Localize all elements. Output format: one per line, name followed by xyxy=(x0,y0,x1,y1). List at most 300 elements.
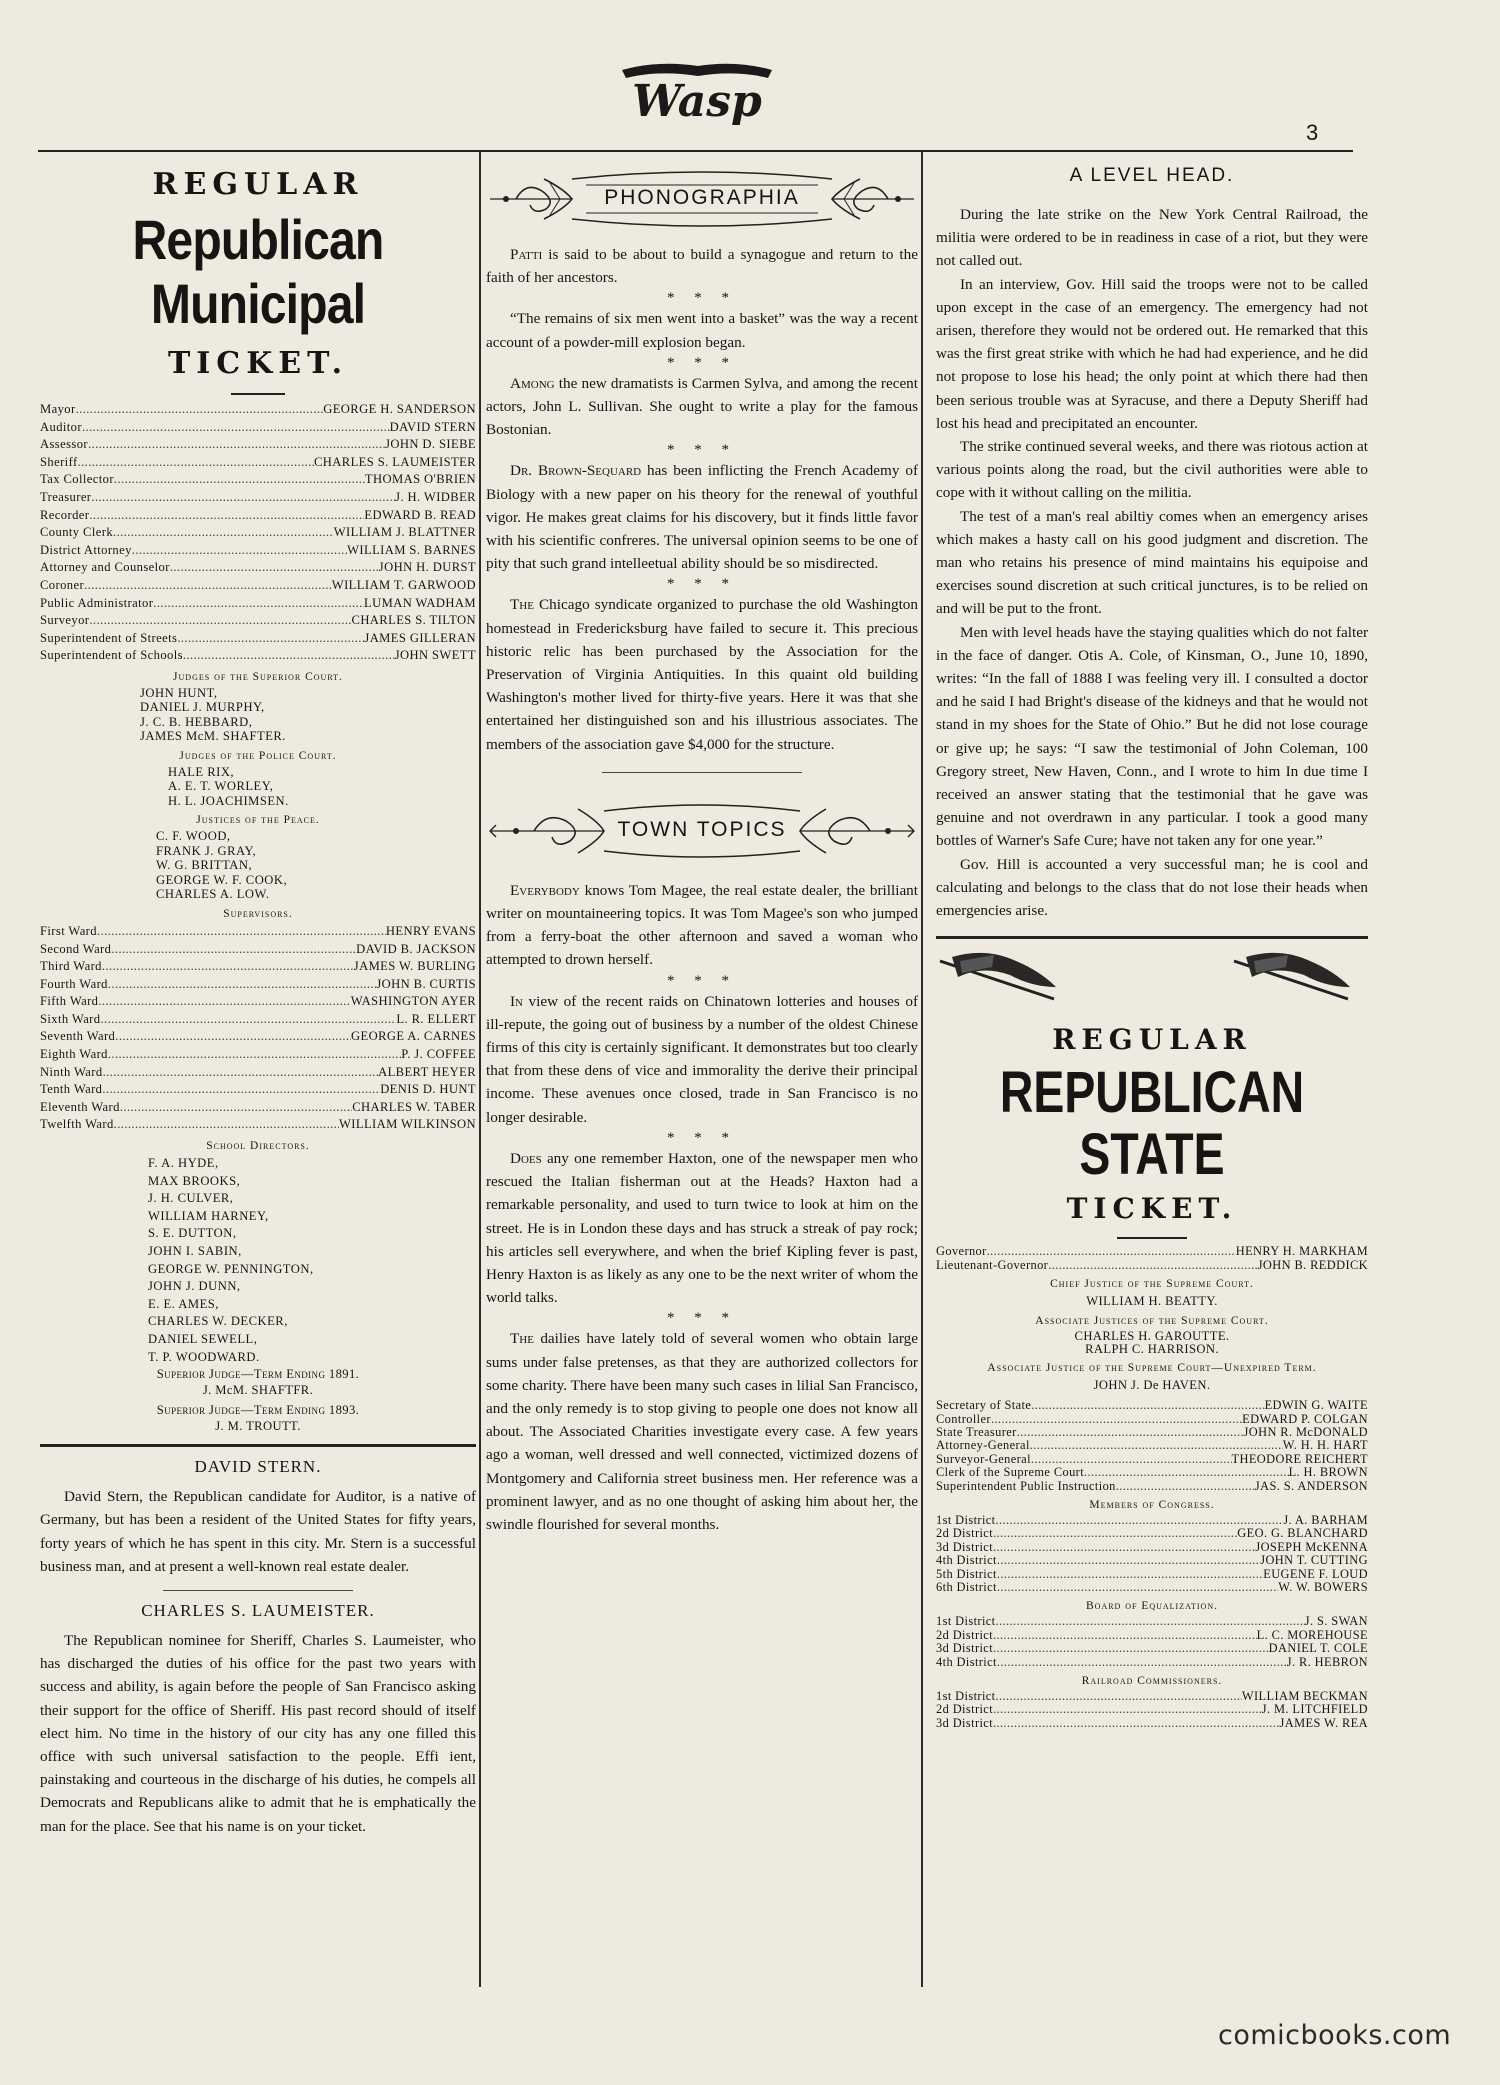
supervisor-row xyxy=(40,1116,476,1134)
candidate-name: DAVID B. JACKSON xyxy=(356,941,476,956)
item-text: has been inflicting the French Academy of Biology with a new paper on his theory for the renewal of youthful vigor. He makes great claims for his discovery, but it finds little favor with his scientific confreres. The universal opinion seems to be one of pity that such grand intelleetual ability should be so misdirected. xyxy=(486,462,918,573)
item-text: knows Tom Magee, the real estate dealer, the brilliant writer on mountaineering topics. It was Tom Magee's son who jumped from a ferry-boat the other afternoon and saved a woman who attempted to drown herself. xyxy=(486,881,918,969)
article-paragraph: The strike continued several weeks, and there was riotous action at various points along the road, but the civil authorities were able to cope with it without calling on the militia. xyxy=(936,438,1368,502)
candidate-name: LUMAN WADHAM xyxy=(364,595,476,610)
office-row xyxy=(40,647,476,665)
office-row xyxy=(936,1480,1368,1493)
candidate-name: W. W. BOWERS xyxy=(1278,1579,1368,1594)
name-line: C. F. WOOD, xyxy=(156,829,231,844)
asterism-separator: * * * xyxy=(667,1310,737,1327)
office-label: Fifth Ward xyxy=(40,994,99,1009)
leader-dots xyxy=(111,941,356,959)
leader-dots xyxy=(170,559,379,577)
candidate-name: L. H. BROWN xyxy=(1288,1465,1368,1480)
office-label: 6th District xyxy=(936,1579,997,1594)
office-row xyxy=(936,1245,1368,1258)
stern-article xyxy=(40,1485,476,1578)
candidate-name: JOHN R. McDONALD xyxy=(1243,1424,1368,1439)
office-label: Clerk of the Supreme Court xyxy=(936,1465,1085,1480)
name-line: F. A. HYDE, xyxy=(148,1156,219,1171)
candidate-name: DANIEL T. COLE xyxy=(1268,1641,1368,1656)
office-label: Eleventh Ward xyxy=(40,1099,120,1114)
item-text: dailies have lately told of several women who obtain large sums under false pretenses, as that they are authorized collectors for some charity. There have been many such cases in lilial San Francisco, and the only remedy is to stop giving to people one does not know all about. The Associated Charities investigate every case. A few years ago a woman, well dressed and well connected, victimized dozens of Montgomery and California street business men. Her reference was a prominent lawyer, and as no one thought of asking him about her, the swindle flourished for several months. xyxy=(486,1330,918,1533)
judge-1891-heading: Superior Judge—Term Ending 1891. xyxy=(156,1367,360,1382)
stern-paragraph: David Stern, the Republican candidate for Auditor, is a native of Germany, but has been a resident of the United States for fifty years, forty years of which he has spent in this city. Mr. Stern is a successful business man, and at present a well-known real estate dealer. xyxy=(40,1488,476,1575)
candidate-name: JOHN H. DURST xyxy=(378,560,476,575)
district-row xyxy=(936,1514,1368,1527)
leader-dots xyxy=(78,454,314,472)
district-row xyxy=(936,1527,1368,1540)
leader-dots xyxy=(89,507,364,525)
office-label: Sheriff xyxy=(40,454,78,469)
candidate-name: WILLIAM J. BLATTNER xyxy=(333,525,476,540)
leader-dots xyxy=(1116,1480,1255,1493)
office-label: Recorder xyxy=(40,507,90,522)
leader-dots xyxy=(132,542,347,560)
town-topics-ornament xyxy=(486,793,918,869)
office-label: 1st District xyxy=(936,1512,996,1527)
candidate-name: DENIS D. HUNT xyxy=(380,1082,476,1097)
name-line: CHARLES A. LOW. xyxy=(156,887,270,902)
divider xyxy=(231,393,285,395)
laumeister-heading: CHARLES S. LAUMEISTER. xyxy=(141,1600,375,1620)
item-lead: Among xyxy=(510,374,555,392)
candidate-name: JAS. S. ANDERSON xyxy=(1254,1478,1368,1493)
supervisors-heading: Supervisors. xyxy=(223,907,293,920)
office-label: Secretary of State xyxy=(936,1398,1032,1413)
section-rule xyxy=(936,936,1368,939)
candidate-name: GEO. G. BLANCHARD xyxy=(1237,1526,1368,1541)
office-row xyxy=(40,419,476,437)
candidate-name: J. M. LITCHFIELD xyxy=(1261,1702,1368,1717)
candidate-name: WILLIAM WILKINSON xyxy=(338,1117,476,1132)
article-paragraph: The test of a man's real abiltiy comes when an emergency arises which makes a hasty call on his good judgment and discretion. The man who retains his presence of mind maintains his equipoise and exercises sound discretion at such critical junctures, is to be relied on and will be put to the front. xyxy=(936,507,1368,618)
leader-dots xyxy=(91,489,395,507)
item-lead: Does xyxy=(510,1149,542,1167)
supervisor-row xyxy=(40,1046,476,1064)
office-label: Lieutenant-Governor xyxy=(936,1257,1049,1272)
candidate-name: J. R. HEBRON xyxy=(1286,1654,1368,1669)
district-row xyxy=(936,1703,1368,1716)
office-label: 3d District xyxy=(936,1715,994,1730)
news-item xyxy=(486,372,918,442)
watermark: comicbooks.com xyxy=(1218,2020,1452,2051)
judge-1891-name: J. McM. SHAFTFR. xyxy=(202,1383,314,1398)
news-item xyxy=(486,307,918,353)
superior-judges-heading: Judges of the Superior Court. xyxy=(173,670,343,683)
office-label: Surveyor-General xyxy=(936,1451,1031,1466)
supervisor-row xyxy=(40,1011,476,1029)
item-text: view of the recent raids on Chinatown lotteries and houses of ill-repute, the going out of business by a number of the oldest Chinese firms of this city is certainly significant. It demonstrates but too clearly that from these dens of vice and immorality the derive their principal income. These avenues once closed, trade in San Francisco is no longer desirable. xyxy=(486,992,918,1126)
candidate-name: EDWARD P. COLGAN xyxy=(1242,1411,1368,1426)
name-line: S. E. DUTTON, xyxy=(148,1226,237,1241)
leader-dots xyxy=(100,1011,396,1029)
leader-dots xyxy=(996,1615,1305,1628)
state-offices-list xyxy=(936,1399,1368,1493)
district-row xyxy=(936,1690,1368,1703)
candidate-name: CHARLES S. LAUMEISTER xyxy=(314,454,476,469)
office-row xyxy=(936,1413,1368,1426)
candidate-name: L. R. ELLERT xyxy=(396,1011,476,1026)
chief-justice-name: WILLIAM H. BEATTY. xyxy=(1086,1294,1218,1309)
office-row xyxy=(40,595,476,613)
office-label: Attorney-General xyxy=(936,1438,1030,1453)
leader-dots xyxy=(98,993,350,1011)
article-paragraph: During the late strike on the New York Central Railroad, the militia were ordered to be in readiness in case of a riot, but they were not called out. xyxy=(936,206,1368,270)
asterism-separator: * * * xyxy=(667,576,737,593)
leader-dots xyxy=(1017,1426,1244,1439)
congress-list xyxy=(936,1514,1368,1594)
name-line: H. L. JOACHIMSEN. xyxy=(168,793,289,808)
item-text: Chicago syndicate organized to purchase the old Washington homestead in Fredericksburg have failed to secure it. This precious historic relic has been purchased by the Association for the Preservation of Virginia Antiquities. In this quaint old building Washington's mother lived for thirty-five years. Here it was that she entertained her distinguished son and his illustrious associates. The members of the association gave $4,000 for the structure. xyxy=(486,596,918,753)
office-label: Tax Collector xyxy=(40,472,114,487)
name-line: J. C. B. HEBBARD, xyxy=(140,714,253,729)
item-lead: The xyxy=(510,1330,534,1348)
leader-dots xyxy=(177,630,364,648)
article-paragraph: Gov. Hill is accounted a very successful man; he is cool and calculating and belongs to the class that do not lose their heads when emergencies arise. xyxy=(936,855,1368,920)
office-label: 3d District xyxy=(936,1539,994,1554)
supervisor-row xyxy=(40,1099,476,1117)
superior-judges-list xyxy=(40,686,476,744)
office-label: Twelfth Ward xyxy=(40,1117,114,1132)
name-line: FRANK J. GRAY, xyxy=(156,843,257,858)
district-row xyxy=(936,1717,1368,1730)
district-row xyxy=(936,1615,1368,1628)
name-line: W. G. BRITTAN, xyxy=(156,858,253,873)
phonographia-items xyxy=(486,243,918,756)
header-rule xyxy=(38,150,1353,152)
justices-list xyxy=(40,829,476,902)
office-label: Controller xyxy=(936,1411,991,1426)
leader-dots xyxy=(84,577,332,595)
office-row xyxy=(40,507,476,525)
asterism-separator: * * * xyxy=(667,354,737,371)
office-label: Auditor xyxy=(40,419,82,434)
leader-dots xyxy=(1084,1466,1289,1479)
candidate-name: EUGENE F. LOUD xyxy=(1263,1566,1368,1581)
district-row xyxy=(936,1554,1368,1567)
judge-1893-name: J. M. TROUTT. xyxy=(215,1419,301,1434)
offices-list xyxy=(40,401,476,665)
office-row xyxy=(40,524,476,542)
office-label: 3d District xyxy=(936,1641,994,1656)
district-row xyxy=(936,1581,1368,1594)
office-row xyxy=(936,1426,1368,1439)
town-topics-title: TOWN TOPICS xyxy=(617,817,787,841)
office-row xyxy=(40,559,476,577)
office-row xyxy=(936,1399,1368,1412)
district-row xyxy=(936,1629,1368,1642)
office-row xyxy=(40,471,476,489)
candidate-name: GEORGE H. SANDERSON xyxy=(323,402,476,416)
leader-dots xyxy=(89,612,351,630)
leader-dots xyxy=(993,1703,1262,1716)
leader-dots xyxy=(102,1081,380,1099)
equalization-heading: Board of Equalization. xyxy=(1086,1600,1218,1613)
district-row xyxy=(936,1541,1368,1554)
candidate-name: WILLIAM S. BARNES xyxy=(347,542,476,557)
governor-list xyxy=(936,1245,1368,1272)
candidate-name: JAMES W. REA xyxy=(1279,1715,1368,1730)
phonographia-ornament xyxy=(486,161,918,237)
leader-dots xyxy=(993,1717,1279,1730)
candidate-name: JOHN D. SIEBE xyxy=(385,437,476,452)
leader-dots xyxy=(82,419,390,437)
leader-dots xyxy=(88,436,385,454)
column-phonographia xyxy=(486,155,918,1536)
police-judges-heading: Judges of the Police Court. xyxy=(179,749,337,762)
item-text: is said to be about to build a synagogue and return to the faith of her ancestors. xyxy=(486,246,918,287)
candidate-name: HENRY H. MARKHAM xyxy=(1235,1244,1368,1259)
candidate-name: DAVID STERN xyxy=(389,419,476,434)
name-line: T. P. WOODWARD. xyxy=(148,1349,260,1364)
item-text: the new dramatists is Carmen Sylva, and among the recent actors, John L. Sullivan. She ought to write a play for the famous Bostonian. xyxy=(486,374,918,439)
name-line: DANIEL SEWELL, xyxy=(148,1331,258,1346)
candidate-name: JOHN B. CURTIS xyxy=(376,976,476,991)
candidate-name: JOHN T. CUTTING xyxy=(1260,1553,1368,1568)
column-divider xyxy=(921,152,923,1987)
column-level-head xyxy=(936,155,1368,1730)
section-rule xyxy=(40,1444,476,1447)
wasp-logo xyxy=(618,60,776,126)
divider xyxy=(1117,1237,1187,1239)
news-item xyxy=(486,1147,918,1309)
candidate-name: W. H. H. HART xyxy=(1282,1438,1368,1453)
office-label: Public Administrator xyxy=(40,595,154,610)
office-label: County Clerk xyxy=(40,525,114,540)
office-label: Assessor xyxy=(40,437,88,452)
supervisor-row xyxy=(40,958,476,976)
ticket-heading: TICKET. xyxy=(1066,1192,1238,1226)
supervisor-row xyxy=(40,923,476,941)
office-label: Sixth Ward xyxy=(40,1011,101,1026)
office-label: Surveyor xyxy=(40,613,90,628)
name-line: WILLIAM HARNEY, xyxy=(148,1208,269,1223)
supervisor-row xyxy=(40,941,476,959)
office-row xyxy=(40,612,476,630)
candidate-name: JOSEPH McKENNA xyxy=(1255,1539,1368,1554)
office-row xyxy=(40,401,476,419)
name-line: RALPH C. HARRISON. xyxy=(1085,1342,1219,1357)
asterism-separator: * * * xyxy=(667,972,737,989)
unexpired-name: JOHN J. De HAVEN. xyxy=(1093,1378,1211,1393)
regular-heading: REGULAR xyxy=(152,167,364,202)
leader-dots xyxy=(1030,1439,1283,1452)
leader-dots xyxy=(113,524,334,542)
item-lead: The xyxy=(510,596,534,614)
district-row xyxy=(936,1642,1368,1655)
leader-dots xyxy=(993,1527,1237,1540)
leader-dots xyxy=(76,401,324,419)
candidate-name: EDWARD B. READ xyxy=(364,507,476,522)
office-label: Superintendent Public Instruction xyxy=(936,1478,1116,1493)
school-directors-heading: School Directors. xyxy=(206,1140,310,1153)
candidate-name: HENRY EVANS xyxy=(385,923,476,938)
office-row xyxy=(936,1259,1368,1272)
divider xyxy=(163,1590,353,1591)
office-label: Tenth Ward xyxy=(40,1082,103,1097)
chief-justice-heading: Chief Justice of the Supreme Court. xyxy=(1050,1278,1254,1291)
flags-decoration xyxy=(936,947,1368,1017)
regular-heading: REGULAR xyxy=(1052,1023,1252,1057)
candidate-name: JAMES GILLERAN xyxy=(364,630,476,645)
leader-dots xyxy=(114,471,365,489)
supervisor-row xyxy=(40,976,476,994)
school-directors-list xyxy=(40,1155,476,1366)
candidate-name: EDWIN G. WAITE xyxy=(1264,1398,1368,1413)
column-municipal-ticket xyxy=(40,155,476,1838)
article-paragraph: In an interview, Gov. Hill said the troops were not to be called upon except in the case of an emergency. The emergency had not arisen, therefore they would not be ordered out. He remarked that this was the first great strike with which he had had experience, and he did not propose to lose his head; the only point at which there had then been serious trouble was at Syracuse, and there a Deputy Sheriff had lost his head and precipitated an encounter. xyxy=(936,275,1368,432)
leader-dots xyxy=(997,1568,1263,1581)
office-label: 5th District xyxy=(936,1566,997,1581)
office-label: Fourth Ward xyxy=(40,976,108,991)
candidate-name: ALBERT HEYER xyxy=(378,1064,476,1079)
candidate-name: JAMES W. BURLING xyxy=(353,959,476,974)
leader-dots xyxy=(103,1064,379,1082)
office-label: 2d District xyxy=(936,1702,994,1717)
leader-dots xyxy=(993,1642,1269,1655)
name-line: JAMES McM. SHAFTER. xyxy=(140,729,286,744)
office-label: Coroner xyxy=(40,577,85,592)
column-divider xyxy=(479,152,481,1987)
office-row xyxy=(40,542,476,560)
office-label: First Ward xyxy=(40,923,97,938)
name-line: HALE RIX, xyxy=(168,764,235,779)
laumeister-article xyxy=(40,1629,476,1838)
office-row xyxy=(40,436,476,454)
name-line: GEORGE W. F. COOK, xyxy=(156,872,288,887)
office-label: State Treasurer xyxy=(936,1424,1017,1439)
candidate-name: P. J. COFFEE xyxy=(401,1047,476,1062)
laumeister-paragraph: The Republican nominee for Sheriff, Charles S. Laumeister, who has discharged the duties of his office for the past two years with success and ability, is again before the people of San Francisco asking their support for the office of Sheriff. His past record should of itself elect him. No time in the history of our city has any one filled this office with such universal satisfaction to the people. Effi ient, painstaking and courteous in the discharge of his duties, he compels all Democrats and Republicans alike to admit that he is emphatically the man for the place. See that his name is on your ticket. xyxy=(40,1631,476,1835)
candidate-name: THEODORE REICHERT xyxy=(1231,1451,1368,1466)
office-label: Third Ward xyxy=(40,959,102,974)
railroad-heading: Railroad Commissioners. xyxy=(1081,1675,1223,1688)
candidate-name: WILLIAM T. GARWOOD xyxy=(331,577,476,592)
congress-heading: Members of Congress. xyxy=(1089,1498,1215,1511)
name-line: JOHN I. SABIN, xyxy=(148,1244,242,1258)
office-label: Mayor xyxy=(40,402,76,416)
supervisor-row xyxy=(40,1081,476,1099)
name-line: A. E. T. WORLEY, xyxy=(168,779,274,794)
leader-dots xyxy=(114,1116,339,1134)
leader-dots xyxy=(1048,1259,1258,1272)
name-line: CHARLES W. DECKER, xyxy=(148,1314,288,1329)
municipal-title: Republican Municipal xyxy=(132,208,384,335)
candidate-name: CHARLES W. TABER xyxy=(352,1099,476,1114)
candidate-name: J. H. WIDBER xyxy=(395,489,476,504)
office-label: Treasurer xyxy=(40,489,92,504)
unexpired-heading: Associate Justice of the Supreme Court—Unexpired Term. xyxy=(987,1362,1317,1375)
office-label: Eighth Ward xyxy=(40,1047,108,1062)
news-item xyxy=(486,1327,918,1536)
name-line: DANIEL J. MURPHY, xyxy=(140,700,265,715)
supervisor-row xyxy=(40,1064,476,1082)
leader-dots xyxy=(108,1046,401,1064)
district-row xyxy=(936,1568,1368,1581)
associate-justices-heading: Associate Justices of the Supreme Court. xyxy=(1035,1315,1269,1328)
candidate-name: CHARLES S. TILTON xyxy=(351,613,476,628)
office-label: Governor xyxy=(936,1244,987,1259)
leader-dots xyxy=(996,1514,1284,1527)
candidate-name: J. S. SWAN xyxy=(1304,1614,1368,1629)
asterism-separator: * * * xyxy=(667,1129,737,1146)
news-item xyxy=(486,593,918,755)
news-item xyxy=(486,990,918,1129)
office-label: Superintendent of Schools xyxy=(40,648,183,663)
article-paragraph: Men with level heads have the staying qualities which do not falter in the face of danger. Otis A. Cole, of Kinsman, O., June 10, 1890, writes: “In the fall of 1888 I was feeling very ill. I consulted a doctor and he said I had Bright's disease of the kidneys and that he would not stand in my shoes for the State of Ohio.” But he did not lose courage or give up; he says: “I saw the testimonial of John Coleman, 100 Gregory street, New Haven, Conn., and I wrote to him In due time I received an answer stating that the testimonial that he gave was genuine and not overdrawn in any particular. I took a good many bottles of Warner's Safe Cure; have not taken any for one year.” xyxy=(936,623,1368,850)
leader-dots xyxy=(993,1629,1257,1642)
equalization-list xyxy=(936,1615,1368,1669)
office-label: 2d District xyxy=(936,1526,994,1541)
leader-dots xyxy=(997,1554,1260,1567)
asterism-separator: * * * xyxy=(667,442,737,459)
asterism-separator: * * * xyxy=(667,290,737,307)
leader-dots xyxy=(993,1541,1255,1554)
office-row xyxy=(40,630,476,648)
name-line: J. H. CULVER, xyxy=(148,1191,234,1206)
supervisor-row xyxy=(40,1028,476,1046)
candidate-name: WASHINGTON AYER xyxy=(350,994,476,1009)
associate-justices-list xyxy=(936,1330,1368,1356)
office-row xyxy=(40,454,476,472)
leader-dots xyxy=(997,1581,1278,1594)
news-item xyxy=(486,879,918,972)
leader-dots xyxy=(987,1245,1236,1258)
railroad-list xyxy=(936,1690,1368,1730)
candidate-name: WILLIAM BECKMAN xyxy=(1241,1689,1368,1704)
item-text: any one remember Haxton, one of the newspaper men who rescued the Italian fisherman out at the Heads? Haxton had a remarkable personality, and used to turn twice to look at him on the street. He is in London these days and has struck a streak of pay rock; his articles sell everywhere, and when the brief Kipling fever is past, Henry Haxton is as likely as any one to be the next writer of whom the world talks. xyxy=(486,1149,918,1307)
office-row xyxy=(936,1466,1368,1479)
office-label: Seventh Ward xyxy=(40,1029,116,1044)
leader-dots xyxy=(108,976,376,994)
item-lead: In xyxy=(510,992,524,1010)
level-head-heading: A LEVEL HEAD. xyxy=(1069,165,1235,186)
name-line: GEORGE W. PENNINGTON, xyxy=(148,1261,314,1276)
office-row xyxy=(40,489,476,507)
office-label: 4th District xyxy=(936,1553,997,1568)
office-label: Attorney and Counselor xyxy=(40,560,170,575)
item-text: “The remains of six men went into a basket” was the way a recent account of a powder-mill explosion began. xyxy=(486,310,918,351)
justices-heading: Justices of the Peace. xyxy=(196,814,320,827)
flags-icon xyxy=(936,947,1368,1017)
candidate-name: JOHN SWETT xyxy=(394,648,476,663)
candidate-name: THOMAS O'BRIEN xyxy=(364,472,476,487)
police-judges-list xyxy=(40,765,476,809)
office-row xyxy=(40,577,476,595)
leader-dots xyxy=(115,1028,351,1046)
office-label: Second Ward xyxy=(40,941,112,956)
item-lead: Patti xyxy=(510,246,543,263)
candidate-name: JOHN B. REDDICK xyxy=(1257,1257,1368,1272)
page-number: 3 xyxy=(1306,120,1319,145)
leader-dots xyxy=(997,1656,1287,1669)
item-lead: Everybody xyxy=(510,881,580,899)
news-item xyxy=(486,243,918,289)
district-row xyxy=(936,1656,1368,1669)
leader-dots xyxy=(991,1413,1242,1426)
judge-1893-heading: Superior Judge—Term Ending 1893. xyxy=(156,1403,360,1418)
leader-dots xyxy=(996,1690,1242,1703)
leader-dots xyxy=(153,595,364,613)
stern-heading: DAVID STERN. xyxy=(194,1457,322,1477)
name-line: JOHN J. DUNN, xyxy=(148,1279,241,1294)
candidate-name: GEORGE A. CARNES xyxy=(350,1029,476,1044)
supervisor-row xyxy=(40,993,476,1011)
town-topics-items xyxy=(486,879,918,1536)
leader-dots xyxy=(183,647,395,665)
state-title: REPUBLICAN STATE xyxy=(999,1060,1305,1188)
